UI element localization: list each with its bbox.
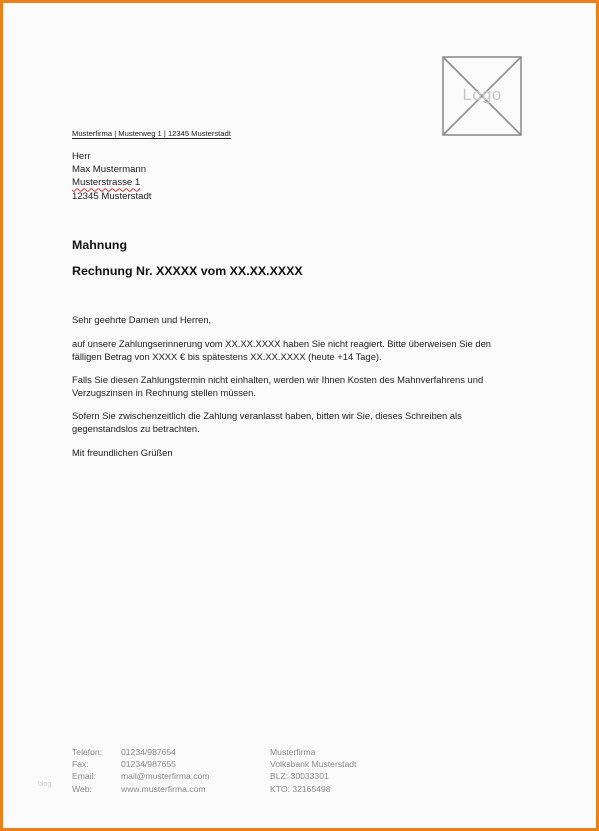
paragraph-line: auf unsere Zahlungserinnerung vom XX.XX.XXXX haben Sie nicht reagiert. Bitte überweisen Sie den bbox=[72, 338, 492, 349]
paragraph-line: Sofern Sie zwischenzeitlich die Zahlung veranlasst haben, bitten wir Sie, dieses Schreiben als bbox=[72, 410, 462, 421]
paragraph-line: Verzugszinsen in Rechnung stellen müssen. bbox=[72, 386, 256, 398]
paragraph-already-paid bbox=[72, 410, 532, 435]
watermark: blog bbox=[38, 781, 52, 788]
footer-email: Email: mail@musterfirma.com bbox=[72, 771, 210, 782]
paragraph-line: Falls Sie diesen Zahlungstermin nicht einhalten, werden wir Ihnen Kosten des Mahnverfahrens und bbox=[72, 374, 484, 385]
footer-contact bbox=[72, 746, 209, 795]
recipient-salutation: Herr bbox=[72, 151, 91, 162]
sender-return-address: Musterfirma | Musterweg 1 | 12345 Musterstadt bbox=[72, 129, 231, 138]
greeting-text: Sehr geehrte Damen und Herren, bbox=[72, 314, 212, 325]
logo-placeholder bbox=[442, 56, 522, 136]
footer-account: KTO: 32165498 bbox=[270, 783, 331, 794]
greeting bbox=[72, 314, 532, 327]
logo-text: Logo bbox=[462, 85, 502, 104]
closing-text: Mit freundlichen Grüßen bbox=[72, 447, 173, 458]
invoice-reference: Rechnung Nr. XXXXX vom XX.XX.XXXX bbox=[72, 264, 303, 278]
footer-company: Musterfirma bbox=[270, 747, 316, 757]
closing bbox=[72, 447, 532, 460]
paragraph-line: gegenstandslos zu betrachten. bbox=[72, 422, 200, 434]
paragraph-payment-request bbox=[72, 338, 532, 363]
footer-blz: BLZ: 30033301 bbox=[270, 771, 329, 782]
footer-fax: Fax: 01234/987655 bbox=[72, 759, 176, 770]
footer-phone: Telefon: 01234/987654 bbox=[72, 747, 176, 757]
letter-title: Mahnung bbox=[72, 238, 128, 252]
paragraph-line: fälligen Betrag von XXXX € bis spätestens XX.XX.XXXX (heute +14 Tage). bbox=[72, 350, 382, 362]
recipient-address bbox=[72, 150, 151, 203]
footer-bank-name: Volksbank Musterstadt bbox=[270, 759, 357, 770]
recipient-city: 12345 Musterstadt bbox=[72, 190, 152, 202]
footer-web: Web: www.musterfirma.com bbox=[72, 783, 206, 794]
recipient-name: Max Mustermann bbox=[72, 164, 147, 176]
paragraph-consequences bbox=[72, 374, 532, 399]
footer-bank bbox=[270, 746, 356, 795]
recipient-street: Musterstrasse 1 bbox=[72, 177, 141, 189]
